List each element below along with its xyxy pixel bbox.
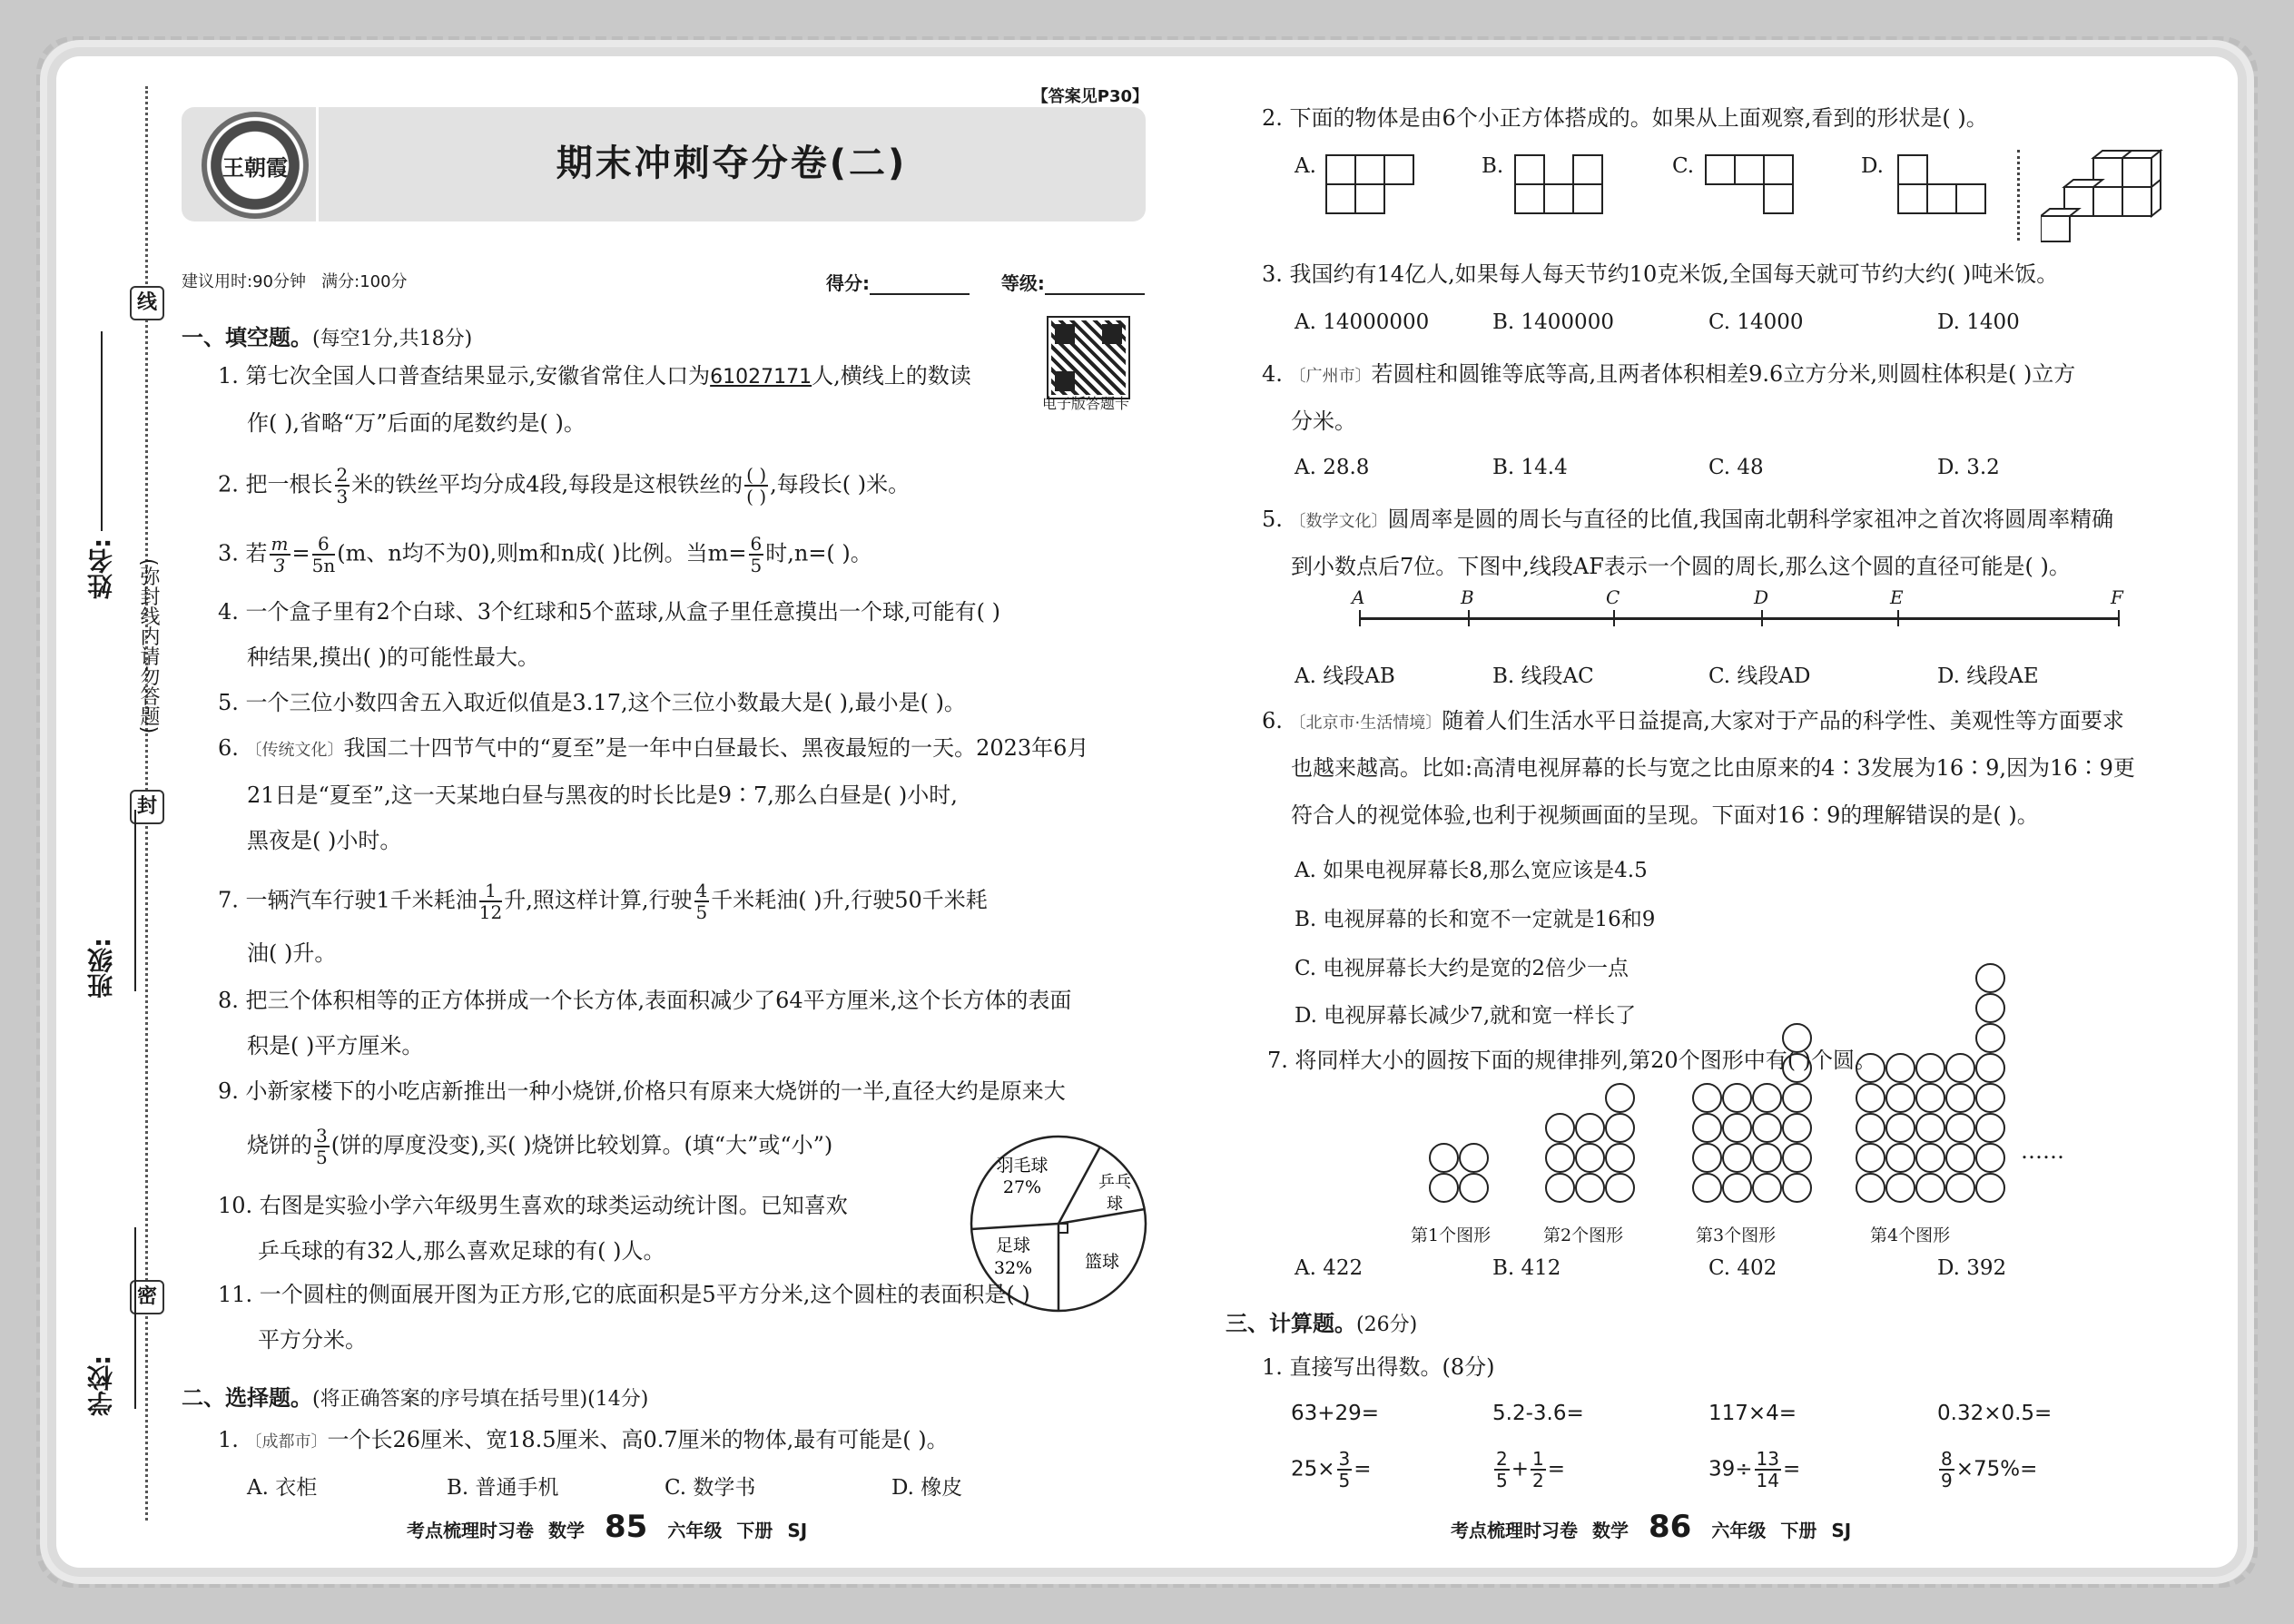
- pattern-circle: [1975, 1023, 2005, 1053]
- page-number-85: 85: [605, 1509, 648, 1545]
- choice-2-option-d[interactable]: D.: [1861, 154, 1884, 178]
- choice-2-option-a[interactable]: A.: [1295, 154, 1316, 178]
- fill-question-5: 5. 一个三位小数四舍五入取近似值是3.17,这个三位小数最大是( ),最小是( )。: [218, 690, 966, 715]
- pattern-circle: [1692, 1083, 1722, 1113]
- point-e: E: [1897, 610, 1899, 626]
- pattern-circle: [1752, 1173, 1782, 1203]
- fill-question-8-line2: 积是( )平方厘米。: [247, 1033, 424, 1058]
- choice-5-option-c[interactable]: C. 线段AD: [1708, 664, 1811, 688]
- choice-1-option-b[interactable]: B. 普通手机: [447, 1476, 559, 1500]
- pattern-circle: [1885, 1173, 1915, 1203]
- pattern-circle: [1915, 1143, 1945, 1173]
- pattern-circle: [1545, 1143, 1575, 1173]
- fill-question-4: 4. 一个盒子里有2个白球、3个红球和5个蓝球,从盒子里任意摸出一个球,可能有( ): [218, 599, 1000, 625]
- choice-7-option-c[interactable]: C. 402: [1708, 1256, 1777, 1280]
- choice-4-option-d[interactable]: D. 3.2: [1937, 456, 2000, 479]
- section-calc-title: 三、计算题。(26分): [1226, 1311, 1418, 1336]
- choice-7-option-b[interactable]: B. 412: [1492, 1256, 1561, 1280]
- pie-label-football-pct: 32%: [993, 1258, 1033, 1278]
- pattern-circle: [1692, 1113, 1722, 1143]
- fill-question-8: 8. 把三个体积相等的正方体拼成一个长方体,表面积减少了64平方厘米,这个长方体的表面: [218, 988, 1072, 1013]
- grade-label: 等级:: [1000, 272, 1045, 294]
- choice-question-4-line2: 分米。: [1291, 408, 1356, 434]
- choice-7-option-d[interactable]: D. 392: [1937, 1256, 2007, 1280]
- choice-1-option-c[interactable]: C. 数学书: [665, 1476, 756, 1500]
- pattern-circle: [1856, 1083, 1885, 1113]
- pattern-circle: [1545, 1173, 1575, 1203]
- pattern-circle: [1605, 1083, 1635, 1113]
- choice-4-option-c[interactable]: C. 48: [1708, 456, 1764, 479]
- pattern-circle: [1975, 1113, 2005, 1143]
- pie-label-football: 足球: [995, 1235, 1031, 1255]
- grade-blank[interactable]: [1045, 293, 1145, 295]
- choice-6-option-b[interactable]: B. 电视屏幕的长和宽不一定就是16和9: [1295, 908, 1656, 931]
- fill-question-6: 6. 〔传统文化〕我国二十四节气中的“夏至”是一年中白昼最长、黑夜最短的一天。2023年6月: [218, 735, 1089, 761]
- fill-question-9: 9. 小新家楼下的小吃店新推出一种小烧饼,价格只有原来大烧饼的一半,直径大约是原来大: [218, 1078, 1066, 1104]
- fraction-m-3: $\frac{m}{3}$: [271, 533, 289, 576]
- fill-question-4-line2: 种结果,摸出( )的可能性最大。: [247, 645, 539, 670]
- pattern-circle: [1692, 1173, 1722, 1203]
- fill-question-3: 3. 若 $\frac{m}{3}$ = $\frac{6}{5n}$ (m、n均不为0),则m和n成( )比例。当m= $\frac{6}{5}$ 时,n=( )。: [218, 533, 872, 576]
- brand-logo: [202, 112, 309, 219]
- pie-label-badminton-pct: 27%: [1002, 1177, 1042, 1197]
- pattern-circle: [1429, 1173, 1459, 1203]
- pattern-circle: [1575, 1143, 1605, 1173]
- pattern-circle: [1856, 1143, 1885, 1173]
- pattern-circle: [1575, 1173, 1605, 1203]
- full-score: 满分:100分: [321, 272, 408, 291]
- underlined-number: 61027171: [710, 366, 812, 389]
- choice-7-option-a[interactable]: A. 422: [1295, 1256, 1364, 1280]
- pattern-circle: [1856, 1173, 1885, 1203]
- fill-question-9-line2: 烧饼的 $\frac{3}{5}$ (饼的厚度没变),买( )烧饼比较划算。(填“大”或“小”): [247, 1125, 833, 1168]
- pattern-circle: [1975, 1173, 2005, 1203]
- name-label: 姓名:: [86, 537, 116, 599]
- footer-right: 考点梳理时习卷 数学 86 六年级 下册 SJ: [1451, 1509, 1852, 1545]
- suggested-time: 建议用时:90分钟: [182, 272, 306, 291]
- school-field[interactable]: [84, 1180, 120, 1416]
- fraction-3-5: $\frac{3}{5}$: [316, 1125, 328, 1168]
- option-divider: [2017, 150, 2020, 241]
- choice-3-option-a[interactable]: A. 14000000: [1295, 310, 1430, 334]
- segment-af: [1352, 586, 2123, 620]
- choice-3-option-c[interactable]: C. 14000: [1708, 310, 1804, 334]
- pattern-circle: [1605, 1143, 1635, 1173]
- binding-note: (弥封线内请勿答题): [137, 558, 160, 734]
- choice-2-option-c[interactable]: C.: [1672, 154, 1695, 178]
- calc-item-6: $\frac{2}{5}$ + $\frac{1}{2}$ =: [1496, 1448, 1566, 1491]
- calc-item-2: 5.2-3.6=: [1492, 1402, 1584, 1425]
- score-label: 得分:: [826, 272, 870, 294]
- answer-fraction-blank[interactable]: $\frac{( )}{( )}$: [746, 464, 767, 507]
- figure-caption-2: 第2个图形: [1543, 1225, 1624, 1245]
- section-choice-title: 二、选择题。(将正确答案的序号填在括号里)(14分): [182, 1385, 649, 1411]
- fill-question-1-line2: 作( ),省略“万”后面的尾数约是( )。: [247, 410, 586, 436]
- choice-1-option-a[interactable]: A. 衣柜: [247, 1476, 318, 1500]
- pattern-ellipsis: ……: [2021, 1138, 2064, 1164]
- footer-left: 考点梳理时习卷 数学 85 六年级 下册 SJ: [407, 1509, 808, 1545]
- pattern-circle: [1782, 1083, 1812, 1113]
- choice-question-5: 5. 〔数学文化〕圆周率是圆的周长与直径的比值,我国南北朝科学家祖冲之首次将圆周率精确: [1262, 507, 2114, 532]
- choice-question-3: 3. 我国约有14亿人,如果每人每天节约10克米饭,全国每天就可节约大约( )吨米饭。: [1262, 261, 2059, 287]
- name-field[interactable]: [84, 300, 120, 599]
- cube-stack-figure: [2041, 147, 2168, 242]
- calc-question-1: 1. 直接写出得数。(8分): [1262, 1354, 1495, 1380]
- binding-mark-feng: 封: [130, 790, 164, 824]
- choice-6-option-c[interactable]: C. 电视屏幕长大约是宽的2倍少一点: [1295, 957, 1629, 980]
- figure-caption-3: 第3个图形: [1696, 1225, 1777, 1245]
- pattern-circle: [1752, 1113, 1782, 1143]
- fraction-2-3: $\frac{2}{3}$: [336, 464, 349, 507]
- point-d: D: [1761, 610, 1763, 626]
- pattern-circle: [1782, 1173, 1812, 1203]
- qr-code[interactable]: [1049, 318, 1128, 398]
- choice-3-option-b[interactable]: B. 1400000: [1492, 310, 1614, 334]
- pie-label-badminton: 羽毛球: [996, 1156, 1049, 1176]
- pattern-circle: [1975, 993, 2005, 1023]
- choice-6-option-d[interactable]: D. 电视屏幕长减少7,就和宽一样长了: [1295, 1004, 1637, 1028]
- pattern-circle: [1885, 1053, 1915, 1083]
- calc-item-7: 39÷ $\frac{13}{14}$ =: [1708, 1448, 1801, 1491]
- choice-6-option-a[interactable]: A. 如果电视屏幕长8,那么宽应该是4.5: [1295, 859, 1648, 882]
- pattern-circle: [1692, 1143, 1722, 1173]
- choice-1-option-d[interactable]: D. 橡皮: [891, 1476, 963, 1500]
- pattern-circle: [1885, 1083, 1915, 1113]
- pattern-circle: [1752, 1083, 1782, 1113]
- choice-question-7: 7. 将同样大小的圆按下面的规律排列,第20个图形中有( )个圆。: [1267, 1048, 1877, 1073]
- pattern-circle: [1915, 1173, 1945, 1203]
- answer-reference: 【答案见P30】: [1031, 87, 1148, 106]
- pattern-circle: [1945, 1173, 1975, 1203]
- pattern-circle: [1722, 1173, 1752, 1203]
- pattern-circle: [1945, 1053, 1975, 1083]
- pattern-circle: [1885, 1143, 1915, 1173]
- fill-question-11: 11. 一个圆柱的侧面展开图为正方形,它的底面积是5平方分米,这个圆柱的表面积是( ): [218, 1282, 1030, 1307]
- fill-question-11-line2: 平方分米。: [258, 1327, 367, 1353]
- fill-question-2: 2. 把一根长 $\frac{2}{3}$ 米的铁丝平均分成4段,每段是这根铁丝的 $\frac{( )}{( )}$ ,每段长( )米。: [218, 464, 911, 507]
- pattern-circle: [1975, 1053, 2005, 1083]
- calc-item-4: 0.32×0.5=: [1937, 1402, 2053, 1425]
- page-number-86: 86: [1649, 1509, 1692, 1545]
- binding-mark-xian: 线: [130, 286, 164, 320]
- point-c: C: [1613, 610, 1615, 626]
- pattern-circle: [1915, 1113, 1945, 1143]
- class-field[interactable]: [84, 763, 120, 999]
- choice-5-option-d[interactable]: D. 线段AE: [1937, 664, 2039, 688]
- class-label: 班级:: [86, 937, 116, 999]
- choice-4-option-a[interactable]: A. 28.8: [1295, 456, 1370, 479]
- pattern-circle: [1722, 1143, 1752, 1173]
- pattern-circle: [1545, 1113, 1575, 1143]
- fill-question-7: 7. 一辆汽车行驶1千米耗油 $\frac{1}{12}$ 升,照这样计算,行驶 $\frac{4}{5}$ 千米耗油( )升,行驶50千米耗: [218, 880, 988, 923]
- choice-question-4: 4. 〔广州市〕若圆柱和圆锥等底等高,且两者体积相差9.6立方分米,则圆柱体积是( )立方: [1262, 361, 2076, 387]
- choice-5-option-a[interactable]: A. 线段AB: [1295, 664, 1395, 688]
- choice-question-5-line2: 到小数点后7位。下图中,线段AF表示一个圆的周长,那么这个圆的直径可能是( )。: [1291, 554, 2071, 579]
- score-grade: [826, 269, 1145, 295]
- choice-question-1: 1. 〔成都市〕一个长26厘米、宽18.5厘米、高0.7厘米的物体,最有可能是( )。: [218, 1427, 949, 1452]
- pattern-circle: [1975, 1083, 2005, 1113]
- fraction-4-5: $\frac{4}{5}$: [695, 880, 708, 923]
- pie-label-pingpong-2: 球: [1107, 1195, 1123, 1214]
- pattern-circle: [1605, 1113, 1635, 1143]
- pattern-circle: [1429, 1143, 1459, 1173]
- fraction-6-5: $\frac{6}{5}$: [750, 533, 763, 576]
- point-a: A: [1359, 610, 1361, 626]
- pattern-circle: [1975, 963, 2005, 993]
- fill-question-6-line3: 黑夜是( )小时。: [247, 828, 402, 853]
- fraction-6-5n: $\frac{6}{5n}$: [311, 533, 336, 576]
- calc-item-1: 63+29=: [1291, 1402, 1380, 1425]
- pattern-circle: [1782, 1143, 1812, 1173]
- score-blank[interactable]: [870, 293, 970, 295]
- choice-3-option-d[interactable]: D. 1400: [1937, 310, 2020, 334]
- meta-row: [182, 269, 1148, 292]
- choice-4-option-b[interactable]: B. 14.4: [1492, 456, 1568, 479]
- pie-label-pingpong: 乒乓: [1098, 1173, 1131, 1192]
- pattern-circle: [1782, 1023, 1812, 1053]
- choice-5-option-b[interactable]: B. 线段AC: [1492, 664, 1594, 688]
- pattern-circle: [1915, 1083, 1945, 1113]
- pattern-circle: [1752, 1143, 1782, 1173]
- page-title: 期末冲刺夺分卷(二): [556, 143, 908, 184]
- pattern-circle: [1459, 1143, 1489, 1173]
- pattern-circle: [1856, 1053, 1885, 1083]
- fill-question-10-line2: 乒乓球的有32人,那么喜欢足球的有( )人。: [258, 1238, 665, 1264]
- section-fill-title: 一、填空题。(每空1分,共18分): [182, 325, 473, 350]
- choice-question-6-line2: 也越来越高。比如:高清电视屏幕的长与宽之比由原来的4∶3发展为16∶9,因为16∶9更: [1291, 755, 2135, 781]
- figure-caption-4: 第4个图形: [1870, 1225, 1951, 1245]
- pattern-circle: [1605, 1173, 1635, 1203]
- pattern-circle: [1945, 1143, 1975, 1173]
- pattern-circle: [1945, 1083, 1975, 1113]
- choice-question-6-line3: 符合人的视觉体验,也利于视频画面的呈现。下面对16∶9的理解错误的是( )。: [1291, 802, 2039, 828]
- pattern-circle: [1459, 1173, 1489, 1203]
- calc-item-3: 117×4=: [1708, 1402, 1797, 1425]
- pattern-circle: [1782, 1053, 1812, 1083]
- point-f: F: [2118, 610, 2120, 626]
- binding-mark-mi: 密: [130, 1280, 164, 1314]
- choice-2-option-b[interactable]: B.: [1482, 154, 1504, 178]
- calc-item-8: $\frac{8}{9}$ ×75%=: [1941, 1448, 2038, 1491]
- figure-caption-1: 第1个图形: [1411, 1225, 1492, 1245]
- school-label: 学校:: [86, 1354, 116, 1416]
- pattern-circle: [1945, 1113, 1975, 1143]
- pattern-circle: [1915, 1053, 1945, 1083]
- pie-label-basketball: 篮球: [1084, 1252, 1120, 1272]
- title-bar: [182, 107, 1146, 221]
- pattern-circle: [1975, 1143, 2005, 1173]
- pattern-circle: [1575, 1113, 1605, 1143]
- point-b: B: [1468, 610, 1470, 626]
- pattern-circle: [1722, 1083, 1752, 1113]
- fill-question-6-line2: 21日是“夏至”,这一天某地白昼与黑夜的时长比是9∶7,那么白昼是( )小时,: [247, 782, 958, 808]
- calc-item-5: 25× $\frac{3}{5}$ =: [1291, 1448, 1372, 1491]
- choice-question-6: 6. 〔北京市·生活情境〕随着人们生活水平日益提高,大家对于产品的科学性、美观性等方面要求: [1262, 708, 2124, 733]
- qr-caption: 电子版答题卡: [1042, 395, 1130, 412]
- fraction-1-12: $\frac{1}{12}$: [478, 880, 503, 923]
- pattern-circle: [1885, 1113, 1915, 1143]
- logo-text: 王朝霞: [222, 154, 288, 181]
- pattern-circle: [1856, 1113, 1885, 1143]
- pattern-circle: [1722, 1113, 1752, 1143]
- choice-question-2: 2. 下面的物体是由6个小正方体搭成的。如果从上面观察,看到的形状是( )。: [1262, 105, 1988, 131]
- pattern-circle: [1782, 1113, 1812, 1143]
- fill-question-10: 10. 右图是实验小学六年级男生喜欢的球类运动统计图。已知喜欢: [218, 1193, 848, 1218]
- fill-question-1: 1. 第七次全国人口普查结果显示,安徽省常住人口为61027171人,横线上的数读: [218, 363, 971, 389]
- fill-question-7-line2: 油( )升。: [247, 940, 337, 966]
